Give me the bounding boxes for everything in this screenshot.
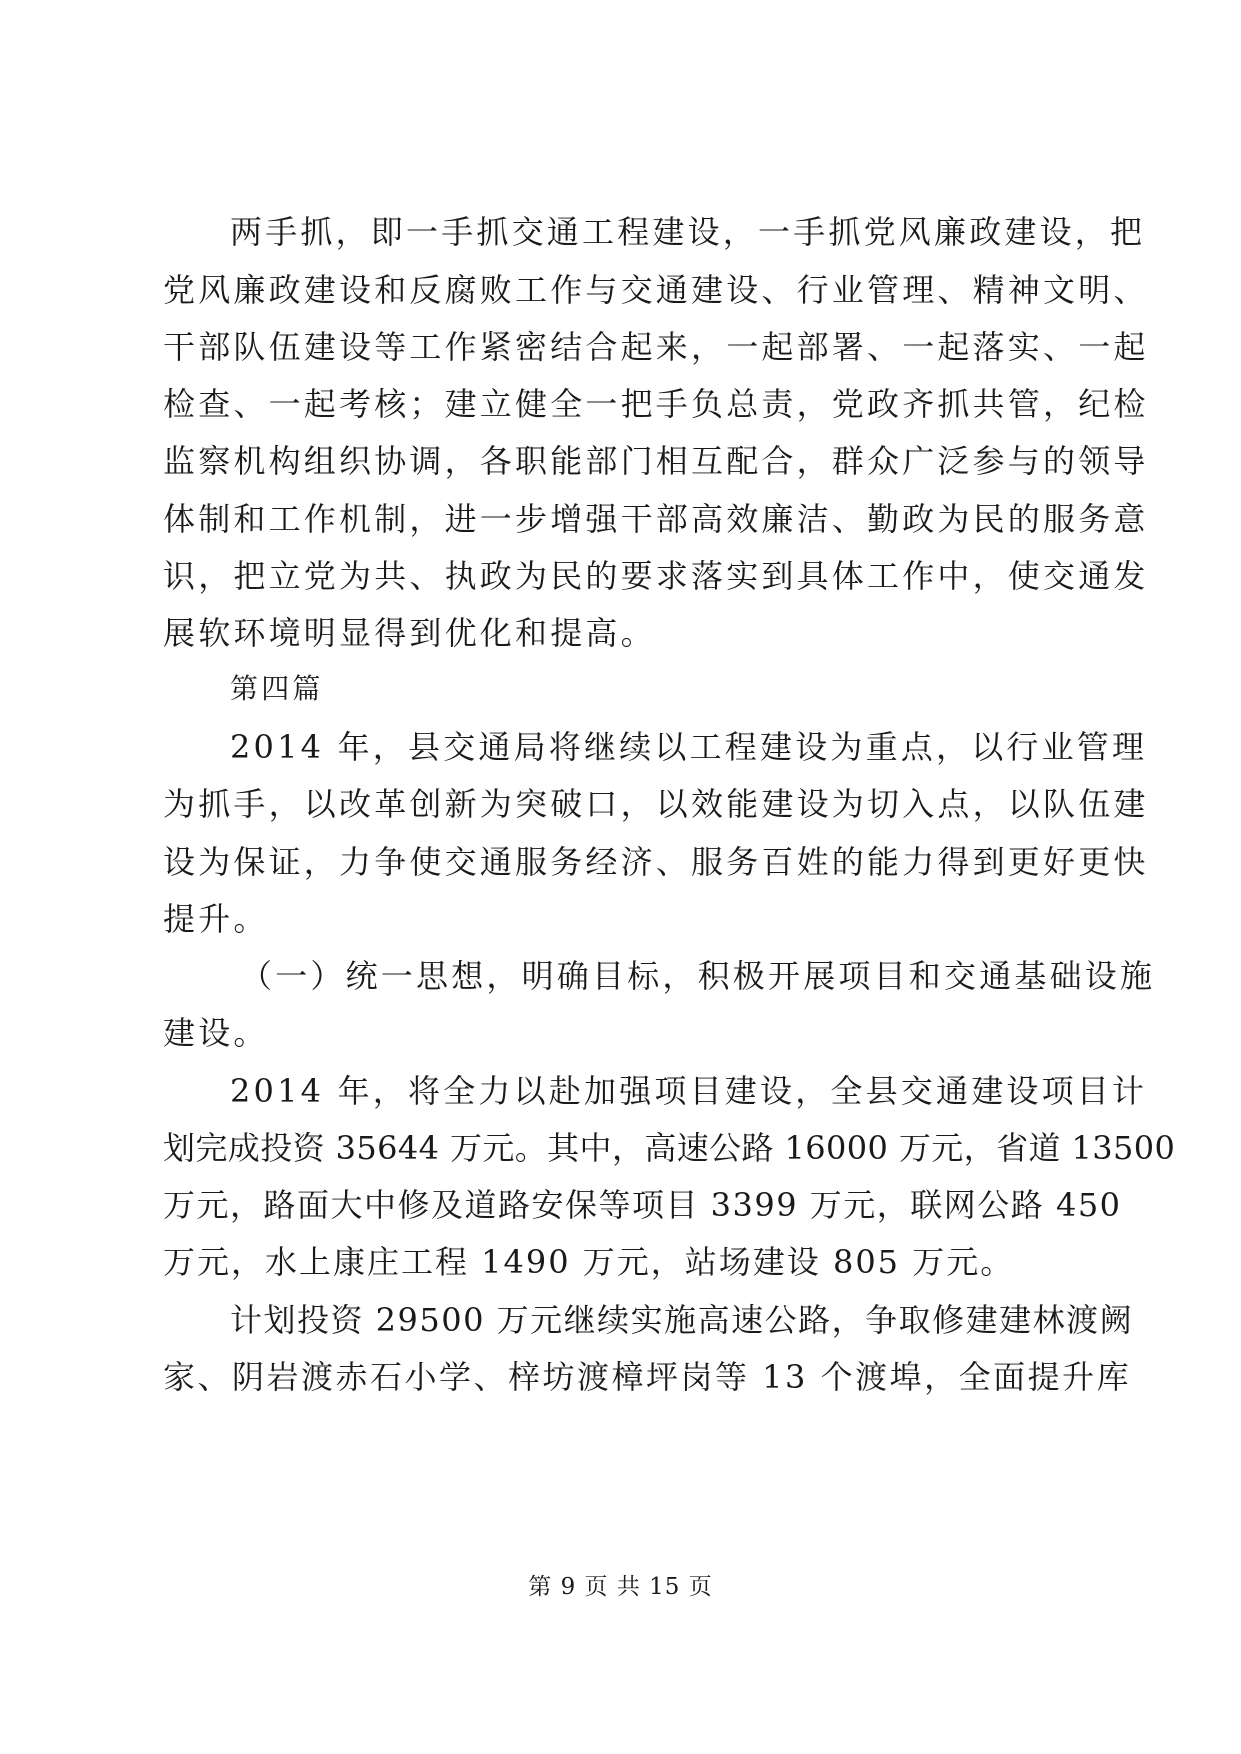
paragraph-line: 检查、一起考核；建立健全一把手负总责，党政齐抓共管，纪检	[163, 385, 1149, 423]
paragraph-line: 家、阴岩渡赤石小学、梓坊渡樟坪岗等 13 个渡埠，全面提升库	[163, 1358, 1132, 1396]
paragraph-line: 识，把立党为共、执政为民的要求落实到具体工作中，使交通发	[163, 557, 1149, 595]
section-heading: 第四篇	[230, 672, 324, 705]
paragraph-line: 万元，路面大中修及道路安保等项目 3399 万元，联网公路 450	[163, 1186, 1122, 1224]
paragraph-line: 为抓手，以改革创新为突破口，以效能建设为切入点，以队伍建	[163, 785, 1149, 823]
paragraph-line: 2014 年，将全力以赴加强项目建设，全县交通建设项目计	[230, 1072, 1148, 1110]
paragraph-line: 2014 年，县交通局将继续以工程建设为重点，以行业管理	[230, 728, 1148, 766]
paragraph-line: 万元，水上康庄工程 1490 万元，站场建设 805 万元。	[163, 1243, 1015, 1281]
paragraph-line: 提升。	[163, 900, 269, 938]
paragraph-line: 建设。	[163, 1014, 269, 1052]
page-number-footer: 第 9 页 共 15 页	[528, 1574, 713, 1600]
paragraph-line: 计划投资 29500 万元继续实施高速公路，争取修建建林渡阙	[230, 1301, 1134, 1339]
paragraph-line: 党风廉政建设和反腐败工作与交通建设、行业管理、精神文明、	[163, 271, 1149, 309]
paragraph-line: 展软环境明显得到优化和提高。	[163, 614, 656, 652]
paragraph-line: 干部队伍建设等工作紧密结合起来，一起部署、一起落实、一起	[163, 328, 1149, 366]
paragraph-line: 监察机构组织协调，各职能部门相互配合，群众广泛参与的领导	[163, 442, 1149, 480]
paragraph-line: 划完成投资 35644 万元。其中，高速公路 16000 万元，省道 13500	[163, 1129, 1176, 1167]
subsection-heading: （一）统一思想，明确目标，积极开展项目和交通基础设施	[240, 957, 1156, 995]
paragraph-line: 两手抓，即一手抓交通工程建设，一手抓党风廉政建设，把	[230, 213, 1146, 251]
paragraph-line: 体制和工作机制，进一步增强干部高效廉洁、勤政为民的服务意	[163, 500, 1149, 538]
paragraph-line: 设为保证，力争使交通服务经济、服务百姓的能力得到更好更快	[163, 843, 1149, 881]
